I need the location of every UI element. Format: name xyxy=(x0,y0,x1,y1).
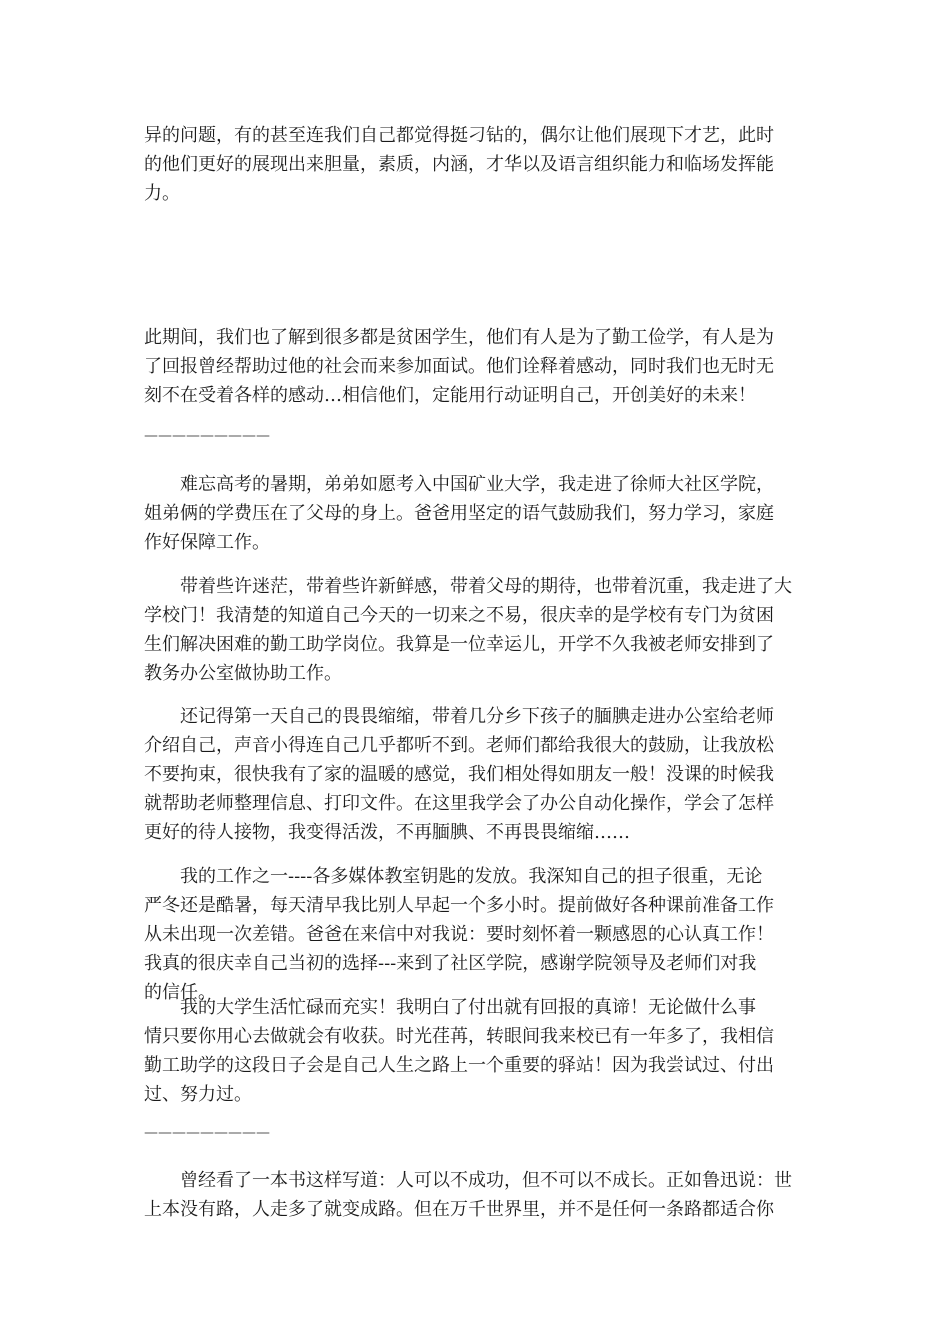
separator-line: ————————— xyxy=(144,428,270,444)
paragraph-first-day-office: 还记得第一天自己的畏畏缩缩，带着几分乡下孩子的腼腆走进办公室给老师 介绍自己，声音小得连自己几乎都听不到。老师们都给我很大的鼓励，让我放松 不要拘束，很快我有了家的温暖的感觉，我们相处得如朋友一般！没课的时候我 就帮助老师整理信息、打印文件。在这里我学会了办公自动化操作，学会了怎样 更好的待人接物，我变得活泼，不再腼腆、不再畏畏缩缩…… xyxy=(144,706,774,843)
paragraph-summer-exam: 难忘高考的暑期，弟弟如愿考入中国矿业大学，我走进了徐师大社区学院， 姐弟俩的学费压在了父母的身上。爸爸用坚定的语气鼓励我们，努力学习，家庭 作好保障工作。 xyxy=(144,474,774,553)
paragraph-entering-university: 带着些许迷茫，带着些许新鲜感，带着父母的期待，也带着沉重，我走进了大 学校门！我清楚的知道自己今天的一切来之不易，很庆幸的是学校有专门为贫困 生们解决困难的勤工助学岗位。我算是一位幸运儿，开学不久我被老师安排到了 教务办公室做协助工作。 xyxy=(144,576,792,684)
paragraph-key-distribution: 我的工作之一----各多媒体教室钥匙的发放。我深知自己的担子很重，无论 严冬还是酷暑，每天清早我比别人早起一个多小时。提前做好各种课前准备工作 从未出现一次差错。爸爸在来信中对我说：要时刻怀着一颗感恩的心认真工作！ 我真的很庆幸自己当初的选择---来到了社区学院，感谢学院领导及老师们对我 的信任。 xyxy=(144,866,774,1003)
separator-line: ————————— xyxy=(144,1125,270,1141)
paragraph-growth-quote: 曾经看了一本书这样写道：人可以不成功，但不可以不成长。正如鲁迅说：世 上本没有路，人走多了就变成路。但在万千世界里，并不是任何一条路都适合你 xyxy=(144,1170,792,1220)
paragraph-busy-college-life: 我的大学生活忙碌而充实！我明白了付出就有回报的真谛！无论做什么事 情只要你用心去做就会有收获。时光荏苒，转眼间我来校已有一年多了，我相信 勤工助学的这段日子会是自己人生之路上一个重要的驿站！因为我尝试过、付出 过、努力过。 xyxy=(144,997,774,1105)
paragraph-poor-students: 此期间，我们也了解到很多都是贫困学生，他们有人是为了勤工俭学，有人是为 了回报曾经帮助过他的社会而来参加面试。他们诠释着感动，同时我们也无时无 刻不在受着各样的感动…相信他们，定能用行动证明自己，开创美好的未来！ xyxy=(144,327,774,406)
paragraph-interview-continuation: 异的问题，有的甚至连我们自己都觉得挺刁钻的，偶尔让他们展现下才艺，此时 的他们更好的展现出来胆量，素质，内涵，才华以及语言组织能力和临场发挥能 力。 xyxy=(144,125,774,204)
